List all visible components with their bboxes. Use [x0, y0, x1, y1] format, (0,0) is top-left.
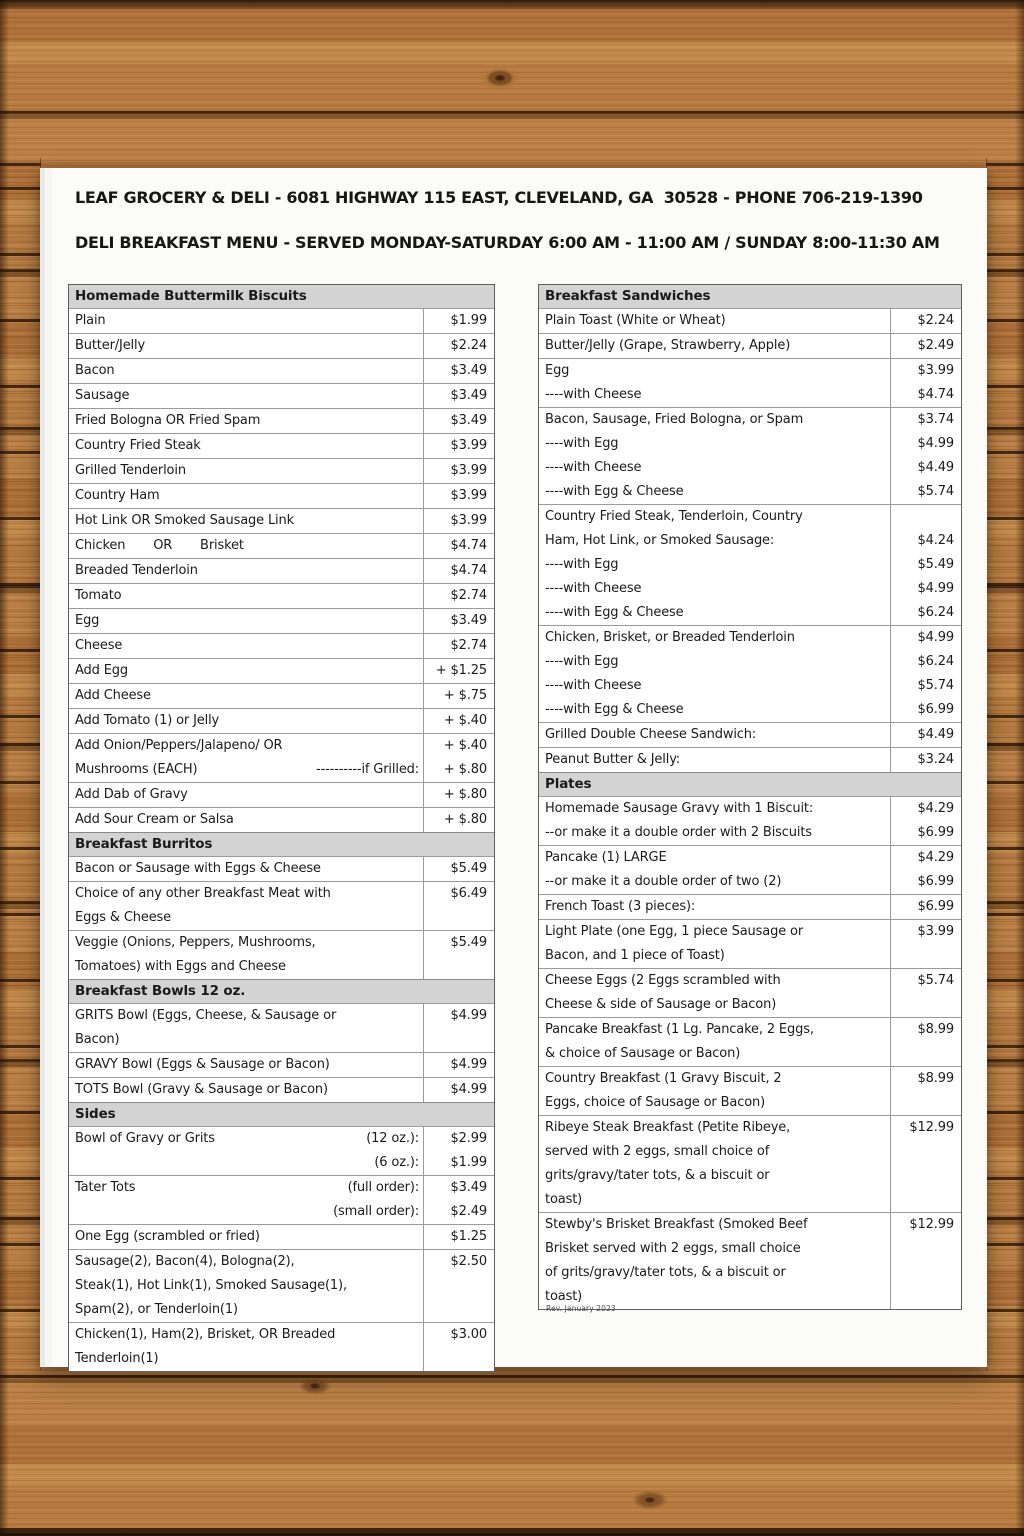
item-price: $2.74: [450, 638, 487, 653]
item-price: + $.80: [443, 787, 487, 802]
menu-item-row: [539, 358, 961, 407]
item-price: $6.49: [450, 886, 487, 901]
item-name: Grilled Double Cheese Sandwich:: [539, 723, 891, 747]
item-name: GRITS Bowl (Eggs, Cheese, & Sausage or Bacon): [69, 1004, 424, 1052]
section-header-breakfast-bowls-12-oz: Breakfast Bowls 12 oz.: [69, 979, 494, 1003]
section-header-homemade-buttermilk-biscuits: Homemade Buttermilk Biscuits: [69, 285, 494, 308]
item-name: Sausage: [69, 384, 424, 408]
menu-item-row: [69, 433, 494, 458]
item-price: + $1.25: [435, 663, 487, 678]
item-name: Peanut Butter & Jelly:: [539, 748, 891, 772]
menu-item-row: [69, 1224, 494, 1249]
item-price: $4.74: [450, 563, 487, 578]
item-name: Plain Toast (White or Wheat): [539, 309, 891, 333]
item-price: $5.49: [450, 861, 487, 876]
item-price: $3.49 $2.49: [450, 1180, 487, 1219]
item-name: Sausage(2), Bacon(4), Bologna(2), Steak(1), Hot Link(1), Smoked Sausage(1), Spam(2), or Tenderloin(1): [69, 1250, 424, 1322]
item-name: Add Onion/Peppers/Jalapeno/ OR Mushrooms (EACH) ----------if Grilled:: [69, 734, 424, 782]
item-name: Country Fried Steak, Tenderloin, Country Ham, Hot Link, or Smoked Sausage: ----with Egg ----with Cheese ----with Egg & Cheese: [539, 505, 891, 625]
item-name: Chicken(1), Ham(2), Brisket, OR Breaded Tenderloin(1): [69, 1323, 424, 1371]
menu-item-row: [69, 408, 494, 433]
menu-item-row: [69, 633, 494, 658]
item-name: GRAVY Bowl (Eggs & Sausage or Bacon): [69, 1053, 424, 1077]
menu-item-row: [539, 722, 961, 747]
item-name: Bowl of Gravy or Grits (12 oz.): (6 oz.):: [69, 1127, 424, 1175]
menu-item-row: [539, 1115, 961, 1212]
item-price: + $.40: [443, 713, 487, 728]
item-name: Ribeye Steak Breakfast (Petite Ribeye, served with 2 eggs, small choice of grits/gravy/tater tots, & a biscuit or toast): [539, 1116, 891, 1212]
photo-top-edge: [0, 0, 1024, 9]
photo-bottom-edge: [0, 1528, 1024, 1536]
item-name: Butter/Jelly: [69, 334, 424, 358]
item-name: Cheese: [69, 634, 424, 658]
menu-item-row: [69, 683, 494, 708]
item-price: $4.99: [450, 1057, 487, 1072]
item-price: $12.99: [909, 1217, 954, 1232]
menu-item-row: [69, 533, 494, 558]
item-price: $1.25: [450, 1229, 487, 1244]
item-price: $3.99: [450, 488, 487, 503]
item-price: $3.49: [450, 613, 487, 628]
item-price: $2.74: [450, 588, 487, 603]
menu-item-row: [69, 1052, 494, 1077]
item-name: TOTS Bowl (Gravy & Sausage or Bacon): [69, 1078, 424, 1102]
item-price: $4.29 $6.99: [917, 850, 954, 889]
menu-item-row: [539, 504, 961, 625]
menu-item-row: [69, 708, 494, 733]
item-name: Bacon or Sausage with Eggs & Cheese: [69, 857, 424, 881]
menu-item-row: [69, 658, 494, 683]
item-price: $4.24 $5.49 $4.99 $6.24: [917, 533, 954, 620]
photo-left-vignette: [0, 0, 9, 1536]
menu-item-row: [539, 919, 961, 968]
revision-note: Rev. January 2023: [546, 1304, 616, 1313]
menu-item-row: [69, 383, 494, 408]
menu-item-row: [69, 458, 494, 483]
menu-item-row: [539, 625, 961, 722]
menu-item-row: [69, 1249, 494, 1322]
section-header-plates: Plates: [539, 772, 961, 796]
menu-item-row: [69, 856, 494, 881]
item-name: Stewby's Brisket Breakfast (Smoked Beef Brisket served with 2 eggs, small choice of grits/gravy/tater tots, & a biscuit or toast): [539, 1213, 891, 1309]
item-price: $2.49: [917, 338, 954, 353]
item-name: Grilled Tenderloin: [69, 459, 424, 483]
menu-item-row: [69, 881, 494, 930]
item-price: $4.99 $6.24 $5.74 $6.99: [917, 630, 954, 717]
menu-item-row: [69, 1322, 494, 1371]
item-price: $3.49: [450, 363, 487, 378]
item-price: $8.99: [917, 1022, 954, 1037]
menu-item-row: [539, 407, 961, 504]
menu-item-row: [69, 930, 494, 979]
item-name: Bacon: [69, 359, 424, 383]
item-name: Pancake Breakfast (1 Lg. Pancake, 2 Eggs, & choice of Sausage or Bacon): [539, 1018, 891, 1066]
menu-item-row: [69, 1077, 494, 1102]
item-name: Egg: [69, 609, 424, 633]
item-name: Tomato: [69, 584, 424, 608]
menu-item-row: [69, 483, 494, 508]
menu-item-row: [69, 1126, 494, 1175]
item-price: $3.74 $4.99 $4.49 $5.74: [917, 412, 954, 499]
item-name: French Toast (3 pieces):: [539, 895, 891, 919]
item-name: Fried Bologna OR Fried Spam: [69, 409, 424, 433]
item-name: Veggie (Onions, Peppers, Mushrooms, Tomatoes) with Eggs and Cheese: [69, 931, 424, 979]
menu-title-header: DELI BREAKFAST MENU - SERVED MONDAY-SATURDAY 6:00 AM - 11:00 AM / SUNDAY 8:00-11:30 AM: [75, 233, 940, 252]
item-name: Add Dab of Gravy: [69, 783, 424, 807]
item-price: $2.99 $1.99: [450, 1131, 487, 1170]
menu-item-row: [69, 807, 494, 832]
item-name: Add Egg: [69, 659, 424, 683]
item-price: $3.99: [450, 438, 487, 453]
item-name: Bacon, Sausage, Fried Bologna, or Spam ----with Egg ----with Cheese ----with Egg & Cheese: [539, 408, 891, 504]
item-price: $3.99: [917, 924, 954, 939]
item-name: Breaded Tenderloin: [69, 559, 424, 583]
item-name: Add Tomato (1) or Jelly: [69, 709, 424, 733]
item-price: $3.49: [450, 388, 487, 403]
item-price: $4.29 $6.99: [917, 801, 954, 840]
menu-item-row: [69, 583, 494, 608]
photo-right-vignette: [1015, 0, 1024, 1536]
item-name: Egg ----with Cheese: [539, 359, 891, 407]
menu-item-row: [539, 894, 961, 919]
item-name: One Egg (scrambled or fried): [69, 1225, 424, 1249]
item-price: $5.49: [450, 935, 487, 950]
item-name: Add Sour Cream or Salsa: [69, 808, 424, 832]
menu-item-row: [539, 1066, 961, 1115]
item-price: $3.00: [450, 1327, 487, 1342]
menu-item-row: [69, 733, 494, 782]
menu-item-row: [69, 333, 494, 358]
item-name: Light Plate (one Egg, 1 piece Sausage or Bacon, and 1 piece of Toast): [539, 920, 891, 968]
menu-item-row: [69, 508, 494, 533]
menu-item-row: [539, 308, 961, 333]
menu-left-column: [68, 284, 495, 1372]
menu-item-row: [539, 333, 961, 358]
menu-item-row: [539, 796, 961, 845]
menu-item-row: [539, 968, 961, 1017]
item-price: $6.99: [917, 899, 954, 914]
store-address-header: LEAF GROCERY & DELI - 6081 HIGHWAY 115 EAST, CLEVELAND, GA 30528 - PHONE 706-219-1390: [75, 188, 923, 207]
item-price: $8.99: [917, 1071, 954, 1086]
item-name: Tater Tots (full order): (small order):: [69, 1176, 424, 1224]
item-name: Choice of any other Breakfast Meat with Eggs & Cheese: [69, 882, 424, 930]
item-price: + $.40 + $.80: [443, 738, 487, 777]
item-name: Pancake (1) LARGE --or make it a double order of two (2): [539, 846, 891, 894]
item-price: $4.99: [450, 1008, 487, 1023]
item-name: Chicken OR Brisket: [69, 534, 424, 558]
section-header-sides: Sides: [69, 1102, 494, 1126]
item-price: $3.49: [450, 413, 487, 428]
item-name: Cheese Eggs (2 Eggs scrambled with Cheese & side of Sausage or Bacon): [539, 969, 891, 1017]
item-name: Country Breakfast (1 Gravy Biscuit, 2 Eggs, choice of Sausage or Bacon): [539, 1067, 891, 1115]
item-price: $2.24: [917, 313, 954, 328]
item-price: $4.49: [917, 727, 954, 742]
menu-item-row: [69, 358, 494, 383]
menu-item-row: [69, 782, 494, 807]
menu-item-row: [69, 308, 494, 333]
item-name: Hot Link OR Smoked Sausage Link: [69, 509, 424, 533]
section-header-breakfast-sandwiches: Breakfast Sandwiches: [539, 285, 961, 308]
menu-item-row: [539, 1017, 961, 1066]
menu-item-row: [69, 1003, 494, 1052]
item-price: $4.99: [450, 1082, 487, 1097]
menu-item-row: [539, 845, 961, 894]
menu-right-column: [538, 284, 962, 1310]
menu-item-row: [69, 1175, 494, 1224]
item-price: $4.74: [450, 538, 487, 553]
item-name: Butter/Jelly (Grape, Strawberry, Apple): [539, 334, 891, 358]
menu-item-row: [539, 1212, 961, 1309]
item-price: $12.99: [909, 1120, 954, 1135]
menu-item-row: [539, 747, 961, 772]
item-price: + $.80: [443, 812, 487, 827]
item-name: Country Ham: [69, 484, 424, 508]
item-name: Add Cheese: [69, 684, 424, 708]
item-price: + $.75: [443, 688, 487, 703]
item-name: Homemade Sausage Gravy with 1 Biscuit: --or make it a double order with 2 Biscuits: [539, 797, 891, 845]
item-price: $1.99: [450, 313, 487, 328]
menu-paper: [40, 168, 987, 1367]
section-header-breakfast-burritos: Breakfast Burritos: [69, 832, 494, 856]
item-price: $3.99: [450, 513, 487, 528]
menu-item-row: [69, 558, 494, 583]
item-name: Country Fried Steak: [69, 434, 424, 458]
item-price: $2.24: [450, 338, 487, 353]
item-price: $3.99: [450, 463, 487, 478]
item-name: Chicken, Brisket, or Breaded Tenderloin ----with Egg ----with Cheese ----with Egg & Cheese: [539, 626, 891, 722]
menu-item-row: [69, 608, 494, 633]
item-price: $3.99 $4.74: [917, 363, 954, 402]
item-price: $5.74: [917, 973, 954, 988]
item-name: Plain: [69, 309, 424, 333]
item-price: $3.24: [917, 752, 954, 767]
item-price: $2.50: [450, 1254, 487, 1269]
